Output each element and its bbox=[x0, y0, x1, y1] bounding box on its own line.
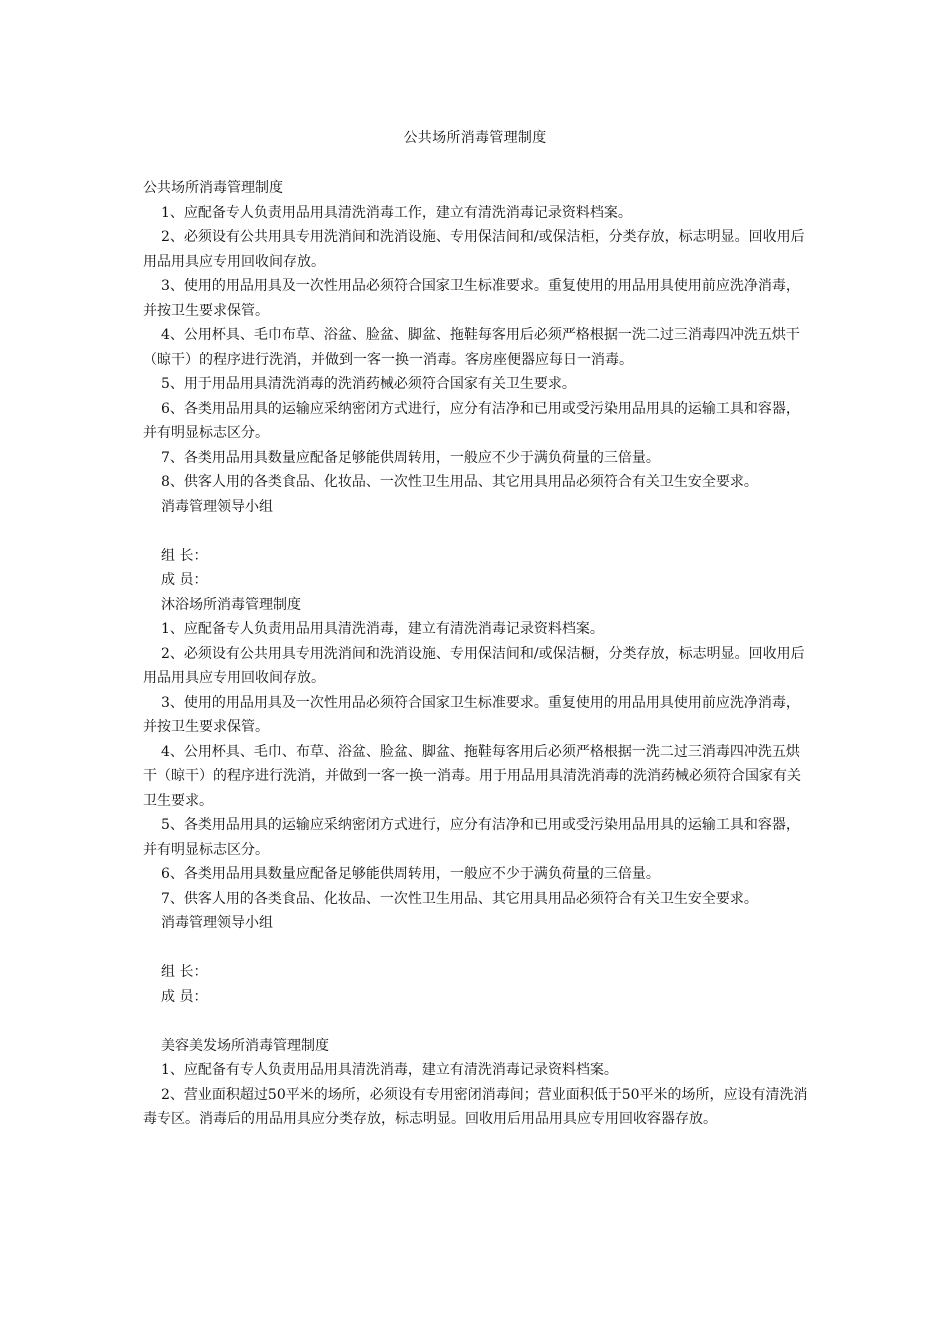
document-title: 公共场所消毒管理制度 bbox=[403, 130, 547, 146]
group-member-label: 成 员： bbox=[161, 988, 208, 1005]
rule-item: 8、供客人用的各类食品、化妆品、一次性卫生用品、其它用具用品必须符合有关卫生安全要求。 bbox=[161, 474, 758, 490]
rule-item: 3、使用的用品用具及一次性用品必须符合国家卫生标准要求。重复使用的用品用具使用前应洗净消毒，并按卫生要求保管。 bbox=[143, 694, 800, 735]
blank-line bbox=[143, 936, 811, 961]
rule-item: 7、各类用品用具数量应配备足够能供周转用，一般应不少于满负荷量的三倍量。 bbox=[161, 449, 660, 466]
blank-line bbox=[143, 1009, 811, 1034]
leadership-group-title: 消毒管理领导小组 bbox=[161, 498, 273, 515]
document-body bbox=[143, 176, 811, 1132]
rule-item: 5、用于用品用具清洗消毒的洗消药械必须符合国家有关卫生要求。 bbox=[161, 376, 576, 392]
section-heading-public-places: 公共场所消毒管理制度 bbox=[143, 180, 283, 196]
section-heading-beauty-salon: 美容美发场所消毒管理制度 bbox=[161, 1037, 329, 1054]
group-leader-label: 组 长： bbox=[161, 547, 208, 564]
group-leader-label: 组 长： bbox=[161, 964, 208, 980]
rule-item: 1、应配备有专人负责用品用具清洗消毒，建立有清洗消毒记录资料档案。 bbox=[161, 1062, 618, 1078]
rule-item: 5、各类用品用具的运输应采纳密闭方式进行，应分有洁净和已用或受污染用品用具的运输工具和容器，并有明显标志区分。 bbox=[143, 817, 800, 858]
section-heading-bathing-places: 沐浴场所消毒管理制度 bbox=[161, 596, 301, 613]
rule-item: 1、应配备专人负责用品用具清洗消毒，建立有清洗消毒记录资料档案。 bbox=[161, 621, 604, 637]
rule-item: 6、各类用品用具的运输应采纳密闭方式进行，应分有洁净和已用或受污染用品用具的运输工具和容器，并有明显标志区分。 bbox=[143, 400, 800, 441]
rule-item: 4、公用杯具、毛巾布草、浴盆、脸盆、脚盆、拖鞋每客用后必须严格根据一洗二过三消毒四冲洗五烘干（晾干）的程序进行洗消，并做到一客一换一消毒。客房座便器应每日一消毒。 bbox=[143, 327, 800, 368]
leadership-group-title: 消毒管理领导小组 bbox=[161, 915, 273, 931]
group-member-label: 成 员： bbox=[161, 572, 208, 588]
rule-item: 7、供客人用的各类食品、化妆品、一次性卫生用品、其它用具用品必须符合有关卫生安全要求。 bbox=[161, 890, 758, 907]
rule-item: 6、各类用品用具数量应配备足够能供周转用，一般应不少于满负荷量的三倍量。 bbox=[161, 866, 660, 882]
rule-item: 2、必须设有公共用具专用洗消间和洗消设施、专用保洁间和/或保洁橱，分类存放，标志明显。回收用后用品用具应专用回收间存放。 bbox=[143, 645, 805, 686]
rule-item: 2、营业面积超过50平米的场所，必须设有专用密闭消毒间；营业面积低于50平米的场所，应设有清洗消毒专区。消毒后的用品用具应分类存放，标志明显。回收用后用品用具应专用回收容器存放。 bbox=[143, 1086, 808, 1127]
blank-line bbox=[143, 519, 811, 544]
rule-item: 2、必须设有公共用具专用洗消间和洗消设施、专用保洁间和/或保洁柜，分类存放，标志明显。回收用后用品用具应专用回收间存放。 bbox=[143, 229, 805, 270]
rule-item: 1、应配备专人负责用品用具清洗消毒工作，建立有清洗消毒记录资料档案。 bbox=[161, 204, 632, 221]
rule-item: 4、公用杯具、毛巾、布草、浴盆、脸盆、脚盆、拖鞋每客用后必须严格根据一洗二过三消毒四冲洗五烘干（晾干）的程序进行洗消，并做到一客一换一消毒。用于用品用具清洗消毒的洗消药械必须符合国家有关卫生要求。 bbox=[143, 743, 801, 809]
rule-item: 3、使用的用品用具及一次性用品必须符合国家卫生标准要求。重复使用的用品用具使用前应洗净消毒，并按卫生要求保管。 bbox=[143, 278, 800, 319]
